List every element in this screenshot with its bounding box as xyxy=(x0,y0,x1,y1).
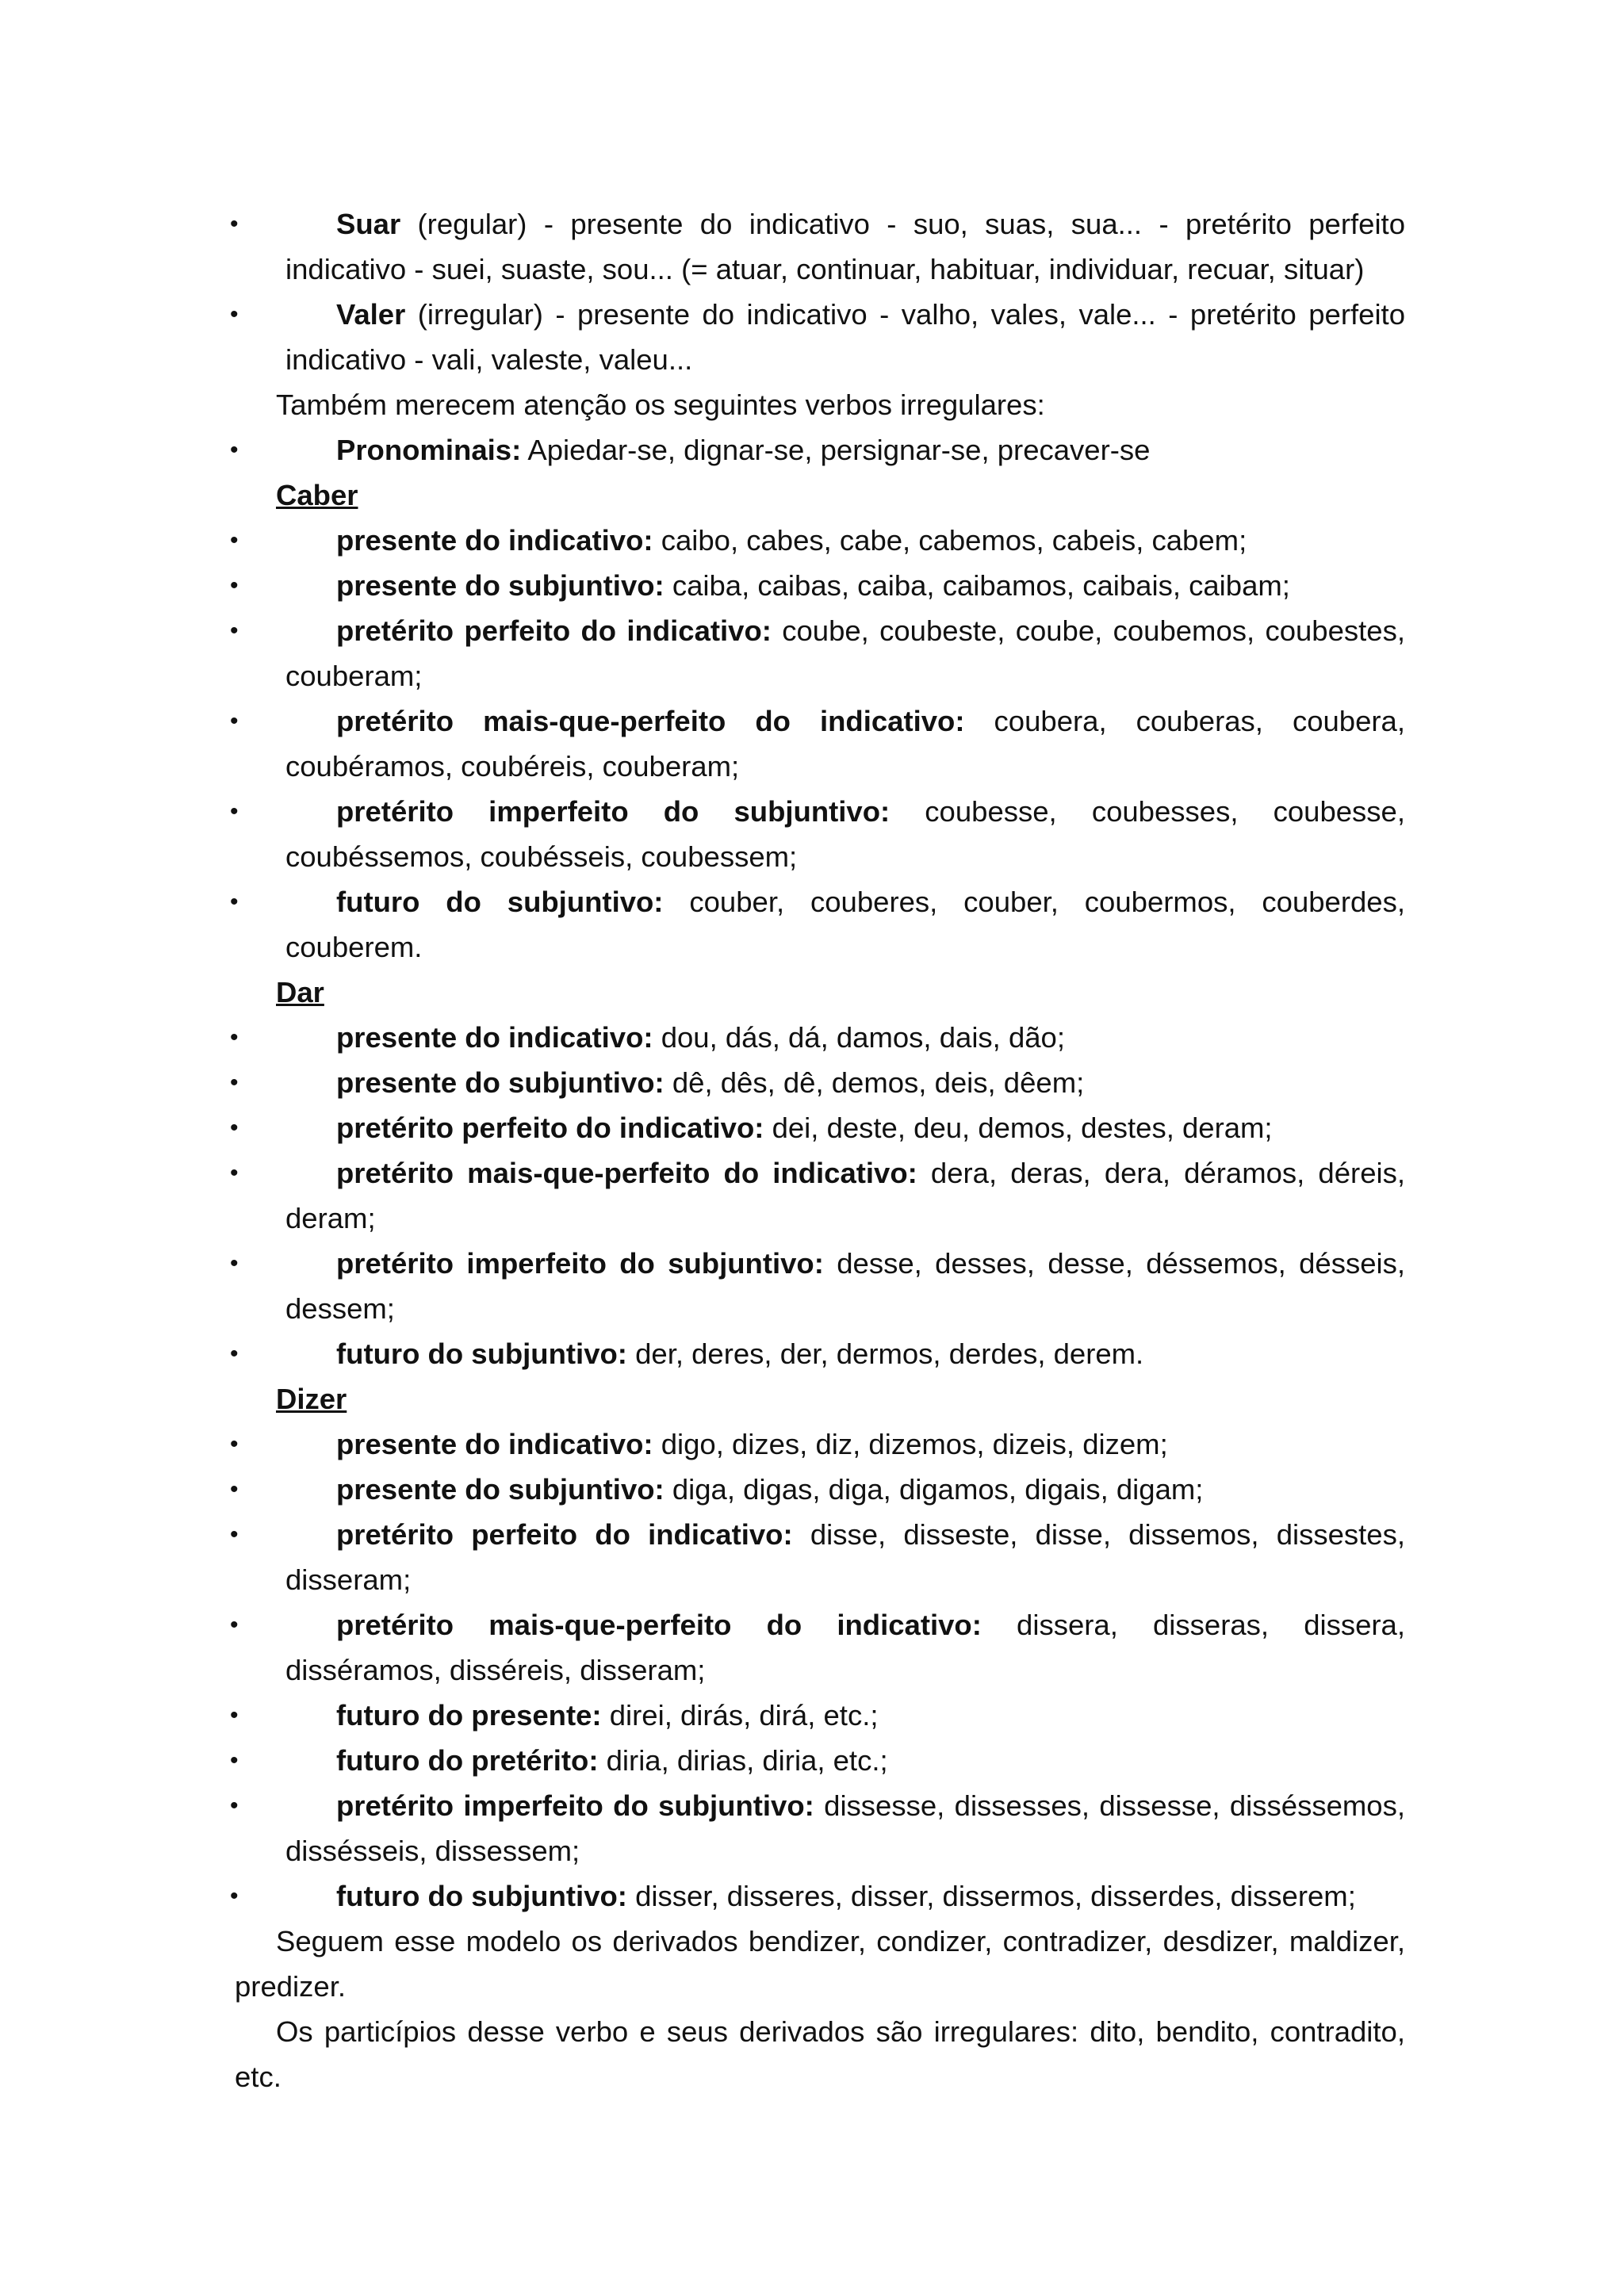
bullet-item xyxy=(235,201,1405,292)
conjugation-text: dou, dás, dá, damos, dais, dão; xyxy=(653,1021,1065,1054)
bullet-item xyxy=(235,698,1405,789)
bullet-item xyxy=(235,1060,1405,1105)
verb-tense-label: futuro do subjuntivo: xyxy=(336,886,664,918)
paragraph: Os particípios desse verbo e seus derivados são irregulares: dito, bendito, contradito, etc. xyxy=(235,2015,1405,2093)
conjugation-text: caiba, caibas, caiba, caibamos, caibais, caibam; xyxy=(664,569,1290,602)
verb-tense-label: presente do indicativo: xyxy=(336,1428,653,1460)
bullet-item xyxy=(235,1738,1405,1783)
bullet-item xyxy=(235,1241,1405,1331)
conjugation-text: (regular) - presente do indicativo - suo, suas, sua... - pretérito perfeito indicativo - suei, suaste, sou... (= atuar, continuar, habituar, individuar, recuar, situar) xyxy=(285,208,1405,285)
conjugation-text: dei, deste, deu, demos, destes, deram; xyxy=(764,1112,1273,1144)
conjugation-text: dera, deras, dera, déramos, déreis, deram; xyxy=(285,1157,1405,1234)
conjugation-text: Apiedar-se, dignar-se, persignar-se, precaver-se xyxy=(521,434,1151,466)
bullet-item xyxy=(235,789,1405,879)
bullet-item xyxy=(235,518,1405,563)
conjugation-text: disser, disseres, disser, dissermos, disserdes, disserem; xyxy=(626,1880,1356,1912)
verb-tense-label: futuro do subjuntivo: xyxy=(336,1337,627,1370)
bullet-item xyxy=(235,1873,1405,1919)
verb-tense-label: pretérito perfeito do indicativo: xyxy=(336,614,772,647)
bullet-item xyxy=(235,1783,1405,1873)
verb-tense-label: presente do indicativo: xyxy=(336,1021,653,1054)
verb-tense-label: futuro do pretérito: xyxy=(336,1744,599,1777)
conjugation-text: couber, couberes, couber, coubermos, couberdes, couberem. xyxy=(285,886,1406,963)
verb-tense-label: presente do subjuntivo: xyxy=(336,1066,665,1099)
bullet-item xyxy=(235,1602,1405,1693)
verb-tense-label: futuro do presente: xyxy=(336,1699,602,1732)
bullet-item xyxy=(235,292,1405,382)
document-page xyxy=(235,201,1405,2099)
conjugation-text: dissesse, dissesses, dissesse, disséssemos, dissésseis, dissessem; xyxy=(285,1789,1405,1867)
verb-tense-label: pretérito perfeito do indicativo: xyxy=(336,1112,764,1144)
paragraph: Seguem esse modelo os derivados bendizer, condizer, contradizer, desdizer, maldizer, predizer. xyxy=(235,1925,1405,2003)
conjugation-text: disse, disseste, disse, dissemos, dissestes, disseram; xyxy=(285,1518,1405,1596)
verb-tense-label: presente do subjuntivo: xyxy=(336,569,665,602)
bullet-item xyxy=(235,1512,1405,1602)
verb-tense-label: pretérito mais-que-perfeito do indicativo: xyxy=(336,1157,917,1189)
conjugation-text: coube, coubeste, coube, coubemos, coubestes, couberam; xyxy=(285,614,1405,692)
verb-tense-label: pretérito perfeito do indicativo: xyxy=(336,1518,793,1551)
conjugation-text: desse, desses, desse, déssemos, désseis, dessem; xyxy=(285,1247,1405,1325)
verb-tense-label: Suar xyxy=(336,208,401,240)
bullet-item xyxy=(235,1467,1405,1512)
verb-heading: Dar xyxy=(276,976,324,1008)
bullet-item xyxy=(235,1015,1405,1060)
conjugation-text: direi, dirás, dirá, etc.; xyxy=(601,1699,879,1732)
conjugation-text: der, deres, der, dermos, derdes, derem. xyxy=(626,1337,1144,1370)
verb-heading: Dizer xyxy=(276,1383,347,1415)
verb-tense-label: pretérito imperfeito do subjuntivo: xyxy=(336,795,891,828)
bullet-item xyxy=(235,1422,1405,1467)
conjugation-text: dê, dês, dê, demos, deis, dêem; xyxy=(664,1066,1085,1099)
verb-tense-label: pretérito mais-que-perfeito do indicativo: xyxy=(336,705,965,737)
bullet-item xyxy=(235,608,1405,698)
verb-tense-label: pretérito mais-que-perfeito do indicativo: xyxy=(336,1609,982,1641)
bullet-item xyxy=(235,1105,1405,1150)
verb-tense-label: pretérito imperfeito do subjuntivo: xyxy=(336,1247,824,1280)
verb-tense-label: Pronominais: xyxy=(336,434,522,466)
bullet-item xyxy=(235,1150,1405,1241)
verb-tense-label: Valer xyxy=(336,298,406,331)
bullet-item xyxy=(235,563,1405,608)
conjugation-text: diga, digas, diga, digamos, digais, digam; xyxy=(664,1473,1204,1506)
paragraph: Também merecem atenção os seguintes verbos irregulares: xyxy=(276,388,1045,421)
conjugation-text: diria, dirias, diria, etc.; xyxy=(598,1744,888,1777)
conjugation-text: (irregular) - presente do indicativo - valho, vales, vale... - pretérito perfeito indicativo - vali, valeste, valeu... xyxy=(285,298,1405,376)
conjugation-text: caibo, cabes, cabe, cabemos, cabeis, cabem; xyxy=(653,524,1247,557)
verb-tense-label: futuro do subjuntivo: xyxy=(336,1880,627,1912)
verb-tense-label: presente do indicativo: xyxy=(336,524,653,557)
verb-tense-label: pretérito imperfeito do subjuntivo: xyxy=(336,1789,814,1822)
bullet-item xyxy=(235,879,1405,970)
conjugation-text: dissera, disseras, dissera, disséramos, disséreis, disseram; xyxy=(285,1609,1405,1686)
conjugation-text: coubesse, coubesses, coubesse, coubéssemos, coubésseis, coubessem; xyxy=(285,795,1405,873)
bullet-item xyxy=(235,1331,1405,1376)
bullet-item xyxy=(235,1693,1405,1738)
bullet-item xyxy=(235,427,1405,473)
conjugation-text: digo, dizes, diz, dizemos, dizeis, dizem; xyxy=(653,1428,1168,1460)
verb-tense-label: presente do subjuntivo: xyxy=(336,1473,665,1506)
conjugation-text: coubera, couberas, coubera, coubéramos, coubéreis, couberam; xyxy=(285,705,1405,783)
verb-heading: Caber xyxy=(276,479,358,511)
